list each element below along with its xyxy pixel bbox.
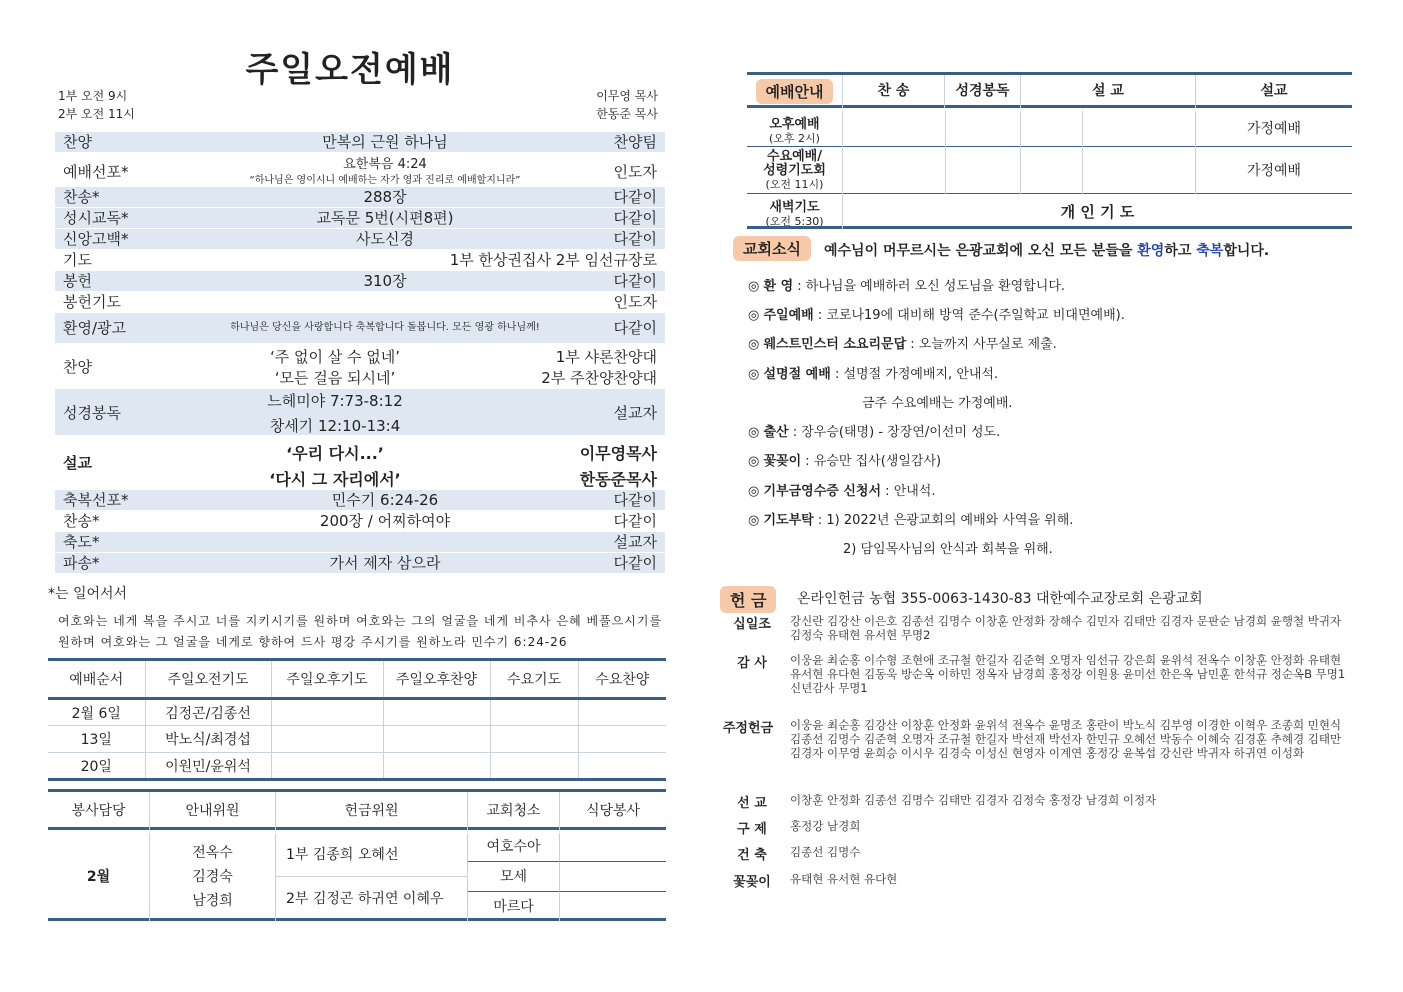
order-content: 200장 / 어찌하여야 <box>319 512 451 530</box>
order-item: 설교 <box>63 454 92 472</box>
month-cell: 2월 <box>48 833 150 921</box>
offering-group-names: 이창훈 안정화 김종선 김명수 김태만 김경자 김정숙 홍정강 남경희 이정자 <box>790 793 1157 807</box>
offering-group-names: 유태현 유서현 유다현 <box>790 872 898 886</box>
offering-group-label: 구 제 <box>737 822 767 837</box>
worship-info-label: 예배안내 <box>756 79 834 104</box>
order-content: 310장 <box>363 272 407 290</box>
blessing-verse: 여호와는 네게 복을 주시고 너를 지키시기를 원하며 여호와는 그의 얼굴을 네게 비추사 은혜 베풀으시기를 원하며 여호와는 그 얼굴을 네게로 향하여 드사 평강 주시기를 원하노라 민수기 6:24-26 <box>58 614 663 649</box>
order-row <box>55 344 665 388</box>
cleaning-team: 모세 <box>468 861 560 891</box>
order-row <box>55 292 665 312</box>
table-header: 주일오후찬양 <box>383 660 490 699</box>
order-content: 민수기 6:24-26 <box>331 491 439 509</box>
offering-group-label: 선 교 <box>737 796 767 811</box>
service-note: 가정예배 <box>1246 121 1302 137</box>
order-content: ‘우리 다시...’ <box>286 444 384 463</box>
order-item: 봉헌기도 <box>63 293 121 311</box>
church-news-label: 교회소식 <box>733 236 811 261</box>
church-news-headline <box>824 240 1269 260</box>
order-row <box>55 511 665 531</box>
offering-group-label: 꽃꽂이 <box>733 875 771 890</box>
service-time: (오전 11시) <box>765 178 824 191</box>
table-header: 성경봉독 <box>945 75 1021 108</box>
offering-group-names: 홍정강 남경희 <box>790 819 861 833</box>
order-item: 찬송* <box>63 512 100 530</box>
service-note: 가정예배 <box>1246 163 1302 179</box>
service-time-1: 1부 오전 9시 <box>58 89 128 103</box>
order-leader: 설교자 <box>613 404 657 422</box>
table-header: 수요기도 <box>490 660 578 699</box>
church-news-label-wrap <box>733 236 811 261</box>
order-content: 가서 제자 삼으라 <box>329 554 441 572</box>
table-header: 헌금위원 <box>276 792 468 830</box>
table-cell: 김정곤/김종선 <box>145 699 271 726</box>
order-item: 예배선포* <box>63 163 129 181</box>
order-row <box>55 187 665 207</box>
table-row <box>48 726 666 753</box>
order-leader: 이무영목사 <box>579 444 657 463</box>
order-row <box>55 490 665 510</box>
order-content-2: ‘다시 그 자리에서’ <box>269 470 401 489</box>
offering-group-names: 강신란 김강산 이은호 김종선 김명수 이창훈 안정화 장해수 김민자 김태만 김경자 문판순 남경희 윤행철 박귀자 김정숙 유태현 유서현 무명2 <box>790 614 1342 642</box>
news-item: ◎ 웨스트민스터 소요리문답 : 오늘까지 사무실로 제출. <box>748 337 1057 352</box>
order-item: 축복선포* <box>63 491 129 509</box>
service-note: 개 인 기 도 <box>1060 203 1135 221</box>
order-content: 요한복음 4:24 <box>343 157 427 172</box>
table-cell: 박노식/최경섭 <box>145 726 271 753</box>
service-time: (오전 5:30) <box>765 215 824 228</box>
news-item: ◎ 설명절 예배 : 설명절 가정예배지, 안내석. <box>748 367 999 382</box>
table-header: 봉사담당 <box>48 792 150 830</box>
order-item: 성경봉독 <box>63 404 121 422</box>
order-row <box>55 532 665 552</box>
order-row <box>55 313 665 343</box>
service-name: 오후예배 <box>769 117 820 132</box>
offering-account: 온라인헌금 농협 355-0063-1430-83 대한예수교장로회 은광교회 <box>797 591 1203 607</box>
order-content-2: ‘모든 걸음 되시네’ <box>274 369 396 387</box>
table-row <box>48 753 666 780</box>
headline-welcome: 환영 <box>1137 243 1165 259</box>
table-cell: 13일 <box>48 726 145 753</box>
order-item: 찬양 <box>63 358 92 376</box>
news-item: 금주 수요예배는 가정예배. <box>862 396 1013 411</box>
prayer-schedule-table <box>48 658 666 781</box>
guide-name: 남경희 <box>192 893 233 909</box>
table-header: 교회청소 <box>468 792 560 830</box>
service-name: 새벽기도 <box>769 200 820 215</box>
offering-label-wrap <box>720 586 776 613</box>
table-header: 예배순서 <box>48 660 145 699</box>
table-header: 설 교 <box>1021 75 1196 108</box>
order-leader: 다같이 <box>613 554 657 572</box>
table-header: 안내위원 <box>150 792 276 830</box>
news-item: ◎ 환 영 : 하나님을 예배하러 오신 성도님을 환영합니다. <box>748 279 1066 294</box>
standing-note: *는 일어서서 <box>48 586 128 602</box>
order-leader: 다같이 <box>613 272 657 290</box>
order-item: 환영/광고 <box>63 319 127 337</box>
order-item: 성시교독* <box>63 209 129 227</box>
order-leader-2: 2부 주찬양찬양대 <box>541 369 657 387</box>
table-header: 주일오전기도 <box>145 660 271 699</box>
offering-group-names: 김종선 김명수 <box>790 845 861 859</box>
headline-text: 예수님이 머무르시는 은광교회에 오신 모든 분들을 <box>824 243 1138 259</box>
table-cell: 20일 <box>48 753 145 780</box>
offering-group-label: 주정헌금 <box>722 721 774 736</box>
table-header: 설교 <box>1260 83 1288 99</box>
order-row <box>55 271 665 291</box>
order-content: 느헤미야 7:73-8:12 <box>267 392 403 410</box>
table-header: 수요찬양 <box>578 660 666 699</box>
guide-cell <box>150 833 276 921</box>
cleaning-team: 마르다 <box>468 891 560 921</box>
guide-name: 전옥수 <box>192 845 233 861</box>
offering-group-names: 이웅윤 최순홍 김강산 이창훈 안정화 윤위석 전옥수 윤명조 홍란이 박노식 김부영 이경한 이혁우 조종희 민현식 김종선 김명수 김준혁 오명자 조규철 한길자 박선재 박선자 한민규 오혜선 박동수 이혜숙 김경훈 추혜경 김태만 김경자 이무영 윤희승 이시우 김경숙 이성신 현영자 이계연 홍정강 윤복섭 강신란 박귀자 하귀연 이성화 <box>790 718 1342 760</box>
news-item: ◎ 꽃꽂이 : 유승만 집사(생일감사) <box>748 454 942 469</box>
order-row <box>55 229 665 249</box>
worship-info-table <box>747 72 1352 229</box>
offering-group-label: 건 축 <box>737 848 767 863</box>
service-pastor-2: 한동준 목사 <box>596 107 658 121</box>
news-item: ◎ 주일예배 : 코로나19에 대비해 방역 준수(주일학교 비대면예배). <box>748 308 1125 323</box>
worship-order <box>55 132 665 577</box>
order-leader-2: 한동준목사 <box>579 470 657 489</box>
order-leader: 다같이 <box>613 491 657 509</box>
order-leader: 인도자 <box>613 163 657 181</box>
order-item: 봉헌 <box>63 272 92 290</box>
table-header: 주일오후기도 <box>271 660 383 699</box>
order-leader: 다같이 <box>613 319 657 337</box>
headline-text: 합니다. <box>1223 243 1270 259</box>
order-leader: 다같이 <box>613 230 657 248</box>
news-item: ◎ 기도부탁 : 1) 2022년 은광교회의 예배와 사역을 위해. <box>748 513 1074 528</box>
order-leader: 다같이 <box>613 188 657 206</box>
headline-text: 하고 <box>1164 243 1197 259</box>
service-name-2: 성령기도회 <box>763 163 826 178</box>
order-content: 교독문 5번(시편8편) <box>316 209 454 227</box>
order-leader: 인도자 <box>613 293 657 311</box>
order-subtext: “하나님은 영이시니 예배하는 자가 영과 진리로 예배할지니라” <box>249 175 521 186</box>
order-row <box>55 553 665 573</box>
order-leader: 찬양팀 <box>613 133 657 151</box>
order-row <box>55 436 665 488</box>
order-content: 만복의 근원 하나님 <box>322 133 448 151</box>
order-content-2: 창세기 12:10-13:4 <box>269 417 401 435</box>
order-row <box>55 153 665 186</box>
order-content: 사도신경 <box>356 230 414 248</box>
order-leader: 다같이 <box>613 209 657 227</box>
order-item: 파송* <box>63 554 100 572</box>
order-row <box>55 389 665 435</box>
service-time-2: 2부 오전 11시 <box>58 107 135 121</box>
order-item: 찬송* <box>63 188 100 206</box>
order-row <box>55 208 665 228</box>
order-row <box>55 250 665 270</box>
volunteer-table <box>48 789 666 921</box>
order-leader: 1부 한상권집사 2부 임선규장로 <box>449 251 657 269</box>
cleaning-team: 여호수아 <box>468 833 560 861</box>
offering-group-names: 이웅윤 최순홍 이수형 조현애 조규철 한길자 김준혁 오명자 임선규 강은희 윤위석 전옥수 이창훈 안정화 유태현 유서현 유다현 김동욱 방순옥 이하민 정옥자 남경희 홍정강 이원용 윤미선 한은옥 남민훈 한석규 정순옥B 무명1 신년감사 무명1 <box>790 653 1346 695</box>
order-item: 찬양 <box>63 133 92 151</box>
order-item: 축도* <box>63 533 100 551</box>
order-content: ‘주 없이 살 수 없네’ <box>269 348 401 366</box>
offering-group-label: 십일조 <box>733 617 771 632</box>
offering-team: 2부 김정곤 하귀연 이혜우 <box>276 877 468 921</box>
table-row <box>48 699 666 726</box>
order-leader: 1부 샤론찬양대 <box>555 348 657 366</box>
order-item: 기도 <box>63 251 92 269</box>
order-item: 신앙고백* <box>63 230 129 248</box>
offering-team: 1부 김종희 오혜선 <box>276 833 468 877</box>
page-title: 주일오전예배 <box>245 50 455 90</box>
table-header: 찬 송 <box>843 75 945 108</box>
news-item: ◎ 기부금영수증 신청서 : 안내석. <box>748 484 936 499</box>
table-header: 식당봉사 <box>585 803 641 819</box>
headline-bless: 축복 <box>1196 243 1224 259</box>
order-content: 288장 <box>363 188 407 206</box>
service-name: 수요예배/ <box>767 149 822 164</box>
guide-name: 김경숙 <box>192 869 233 885</box>
offering-group-label: 감 사 <box>737 656 767 671</box>
table-cell: 이원민/윤위석 <box>145 753 271 780</box>
order-leader: 다같이 <box>613 512 657 530</box>
order-row <box>55 132 665 152</box>
news-item: 2) 담임목사님의 안식과 회복을 위해. <box>843 542 1053 557</box>
news-item: ◎ 출산 : 장우승(태명) - 장장연/이선미 성도. <box>748 425 1001 440</box>
order-leader: 설교자 <box>613 533 657 551</box>
order-content: 하나님은 당신을 사랑합니다 축복합니다 돌봅니다. 모든 영광 하나님께! <box>230 322 540 333</box>
service-time: (오후 2시) <box>769 132 820 145</box>
service-pastor-1: 이무영 목사 <box>596 89 658 103</box>
table-cell: 2월 6일 <box>48 699 145 726</box>
offering-label: 헌 금 <box>720 586 776 613</box>
